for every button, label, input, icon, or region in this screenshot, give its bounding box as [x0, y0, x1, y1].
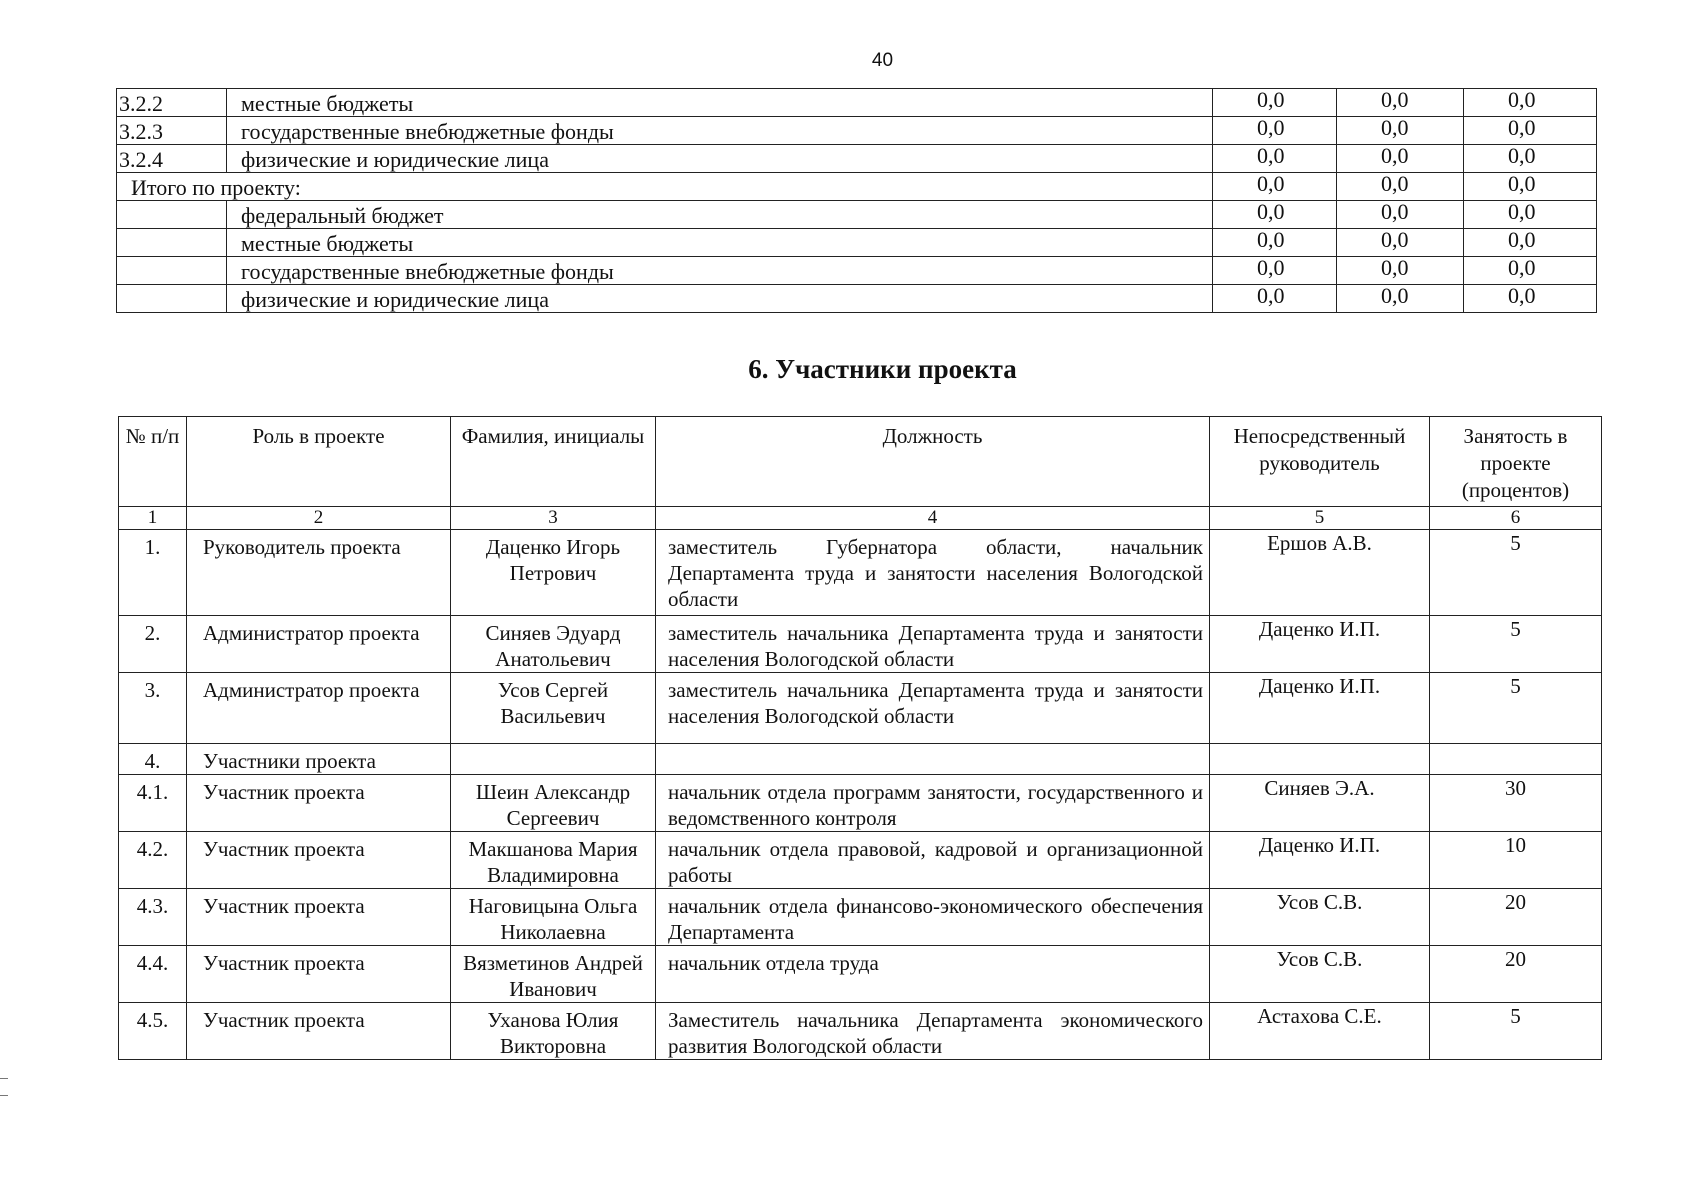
row-name: [451, 744, 656, 775]
row-name: Уханова Юлия Викторовна: [451, 1003, 656, 1060]
total-value: 0,0: [1337, 173, 1464, 201]
budget-value: 0,0: [1464, 201, 1597, 229]
budget-value: 0,0: [1464, 285, 1597, 313]
budget-name: местные бюджеты: [227, 229, 1213, 257]
table-row: [117, 257, 1597, 285]
budget-value: 0,0: [1464, 89, 1597, 117]
row-num: 1.: [119, 530, 187, 616]
budget-value: 0,0: [1464, 257, 1597, 285]
budget-value: 0,0: [1464, 229, 1597, 257]
row-position: начальник отдела труда: [656, 946, 1210, 1003]
row-role: Администратор проекта: [187, 673, 451, 744]
row-role: Участник проекта: [187, 946, 451, 1003]
table-row: [119, 832, 1602, 889]
row-employment: 10: [1430, 832, 1602, 889]
budget-name: государственные внебюджетные фонды: [227, 117, 1213, 145]
budget-value: 0,0: [1337, 89, 1464, 117]
table-row: [119, 530, 1602, 616]
row-position: начальник отдела программ занятости, государственного и ведомственного контроля: [656, 775, 1210, 832]
row-name: Даценко Игорь Петрович: [451, 530, 656, 616]
row-name: Синяев Эдуард Анатольевич: [451, 616, 656, 673]
row-employment: 5: [1430, 616, 1602, 673]
row-name: Наговицына Ольга Николаевна: [451, 889, 656, 946]
budget-table-body: [117, 89, 1597, 313]
budget-name: физические и юридические лица: [227, 145, 1213, 173]
table-row-total: [117, 173, 1597, 201]
row-role: Участник проекта: [187, 832, 451, 889]
row-employment: 30: [1430, 775, 1602, 832]
budget-value: 0,0: [1213, 201, 1337, 229]
row-name: Шеин Александр Сергеевич: [451, 775, 656, 832]
header-position: Должность: [656, 417, 1210, 507]
row-manager: [1210, 744, 1430, 775]
budget-value: 0,0: [1337, 145, 1464, 173]
row-name: Макшанова Мария Владимировна: [451, 832, 656, 889]
row-role: Участник проекта: [187, 1003, 451, 1060]
row-position: заместитель начальника Департамента труда и занятости населения Вологодской области: [656, 616, 1210, 673]
table-row: [119, 775, 1602, 832]
budget-code: 3.2.2: [117, 89, 227, 117]
row-role: Руководитель проекта: [187, 530, 451, 616]
header-manager: Непосредственный руководитель: [1210, 417, 1430, 507]
scan-edge-mark: [0, 1078, 8, 1096]
row-manager: Даценко И.П.: [1210, 673, 1430, 744]
table-row: [117, 285, 1597, 313]
row-num: 4.1.: [119, 775, 187, 832]
row-num: 3.: [119, 673, 187, 744]
empty-cell: [117, 257, 227, 285]
row-role: Участник проекта: [187, 889, 451, 946]
budget-value: 0,0: [1213, 117, 1337, 145]
empty-cell: [117, 229, 227, 257]
row-name: Вязметинов Андрей Иванович: [451, 946, 656, 1003]
budget-name: государственные внебюджетные фонды: [227, 257, 1213, 285]
row-manager: Даценко И.П.: [1210, 832, 1430, 889]
budget-code: 3.2.4: [117, 145, 227, 173]
total-label: Итого по проекту:: [117, 173, 1213, 201]
empty-cell: [117, 201, 227, 229]
row-position: заместитель Губернатора области, начальник Департамента труда и занятости населения Вологодской области: [656, 530, 1210, 616]
budget-value: 0,0: [1213, 257, 1337, 285]
table-row: [117, 145, 1597, 173]
budget-value: 0,0: [1213, 229, 1337, 257]
empty-cell: [117, 285, 227, 313]
budget-value: 0,0: [1337, 229, 1464, 257]
row-position: начальник отдела правовой, кадровой и организационной работы: [656, 832, 1210, 889]
table-row: [119, 889, 1602, 946]
row-manager: Синяев Э.А.: [1210, 775, 1430, 832]
row-employment: [1430, 744, 1602, 775]
header-employment: Занятость в проекте (процентов): [1430, 417, 1602, 507]
participants-body: [119, 530, 1602, 1060]
header-row: [119, 417, 1602, 507]
row-role: Администратор проекта: [187, 616, 451, 673]
budget-value: 0,0: [1213, 89, 1337, 117]
column-number: 1: [119, 507, 187, 530]
table-row: [117, 117, 1597, 145]
row-num: 4.: [119, 744, 187, 775]
section-title: 6. Участники проекта: [748, 354, 1017, 384]
row-num: 4.3.: [119, 889, 187, 946]
table-row: [117, 201, 1597, 229]
row-manager: Усов С.В.: [1210, 946, 1430, 1003]
budget-value: 0,0: [1213, 145, 1337, 173]
row-employment: 20: [1430, 889, 1602, 946]
column-number-row: [119, 507, 1602, 530]
budget-code: 3.2.3: [117, 117, 227, 145]
column-number: 4: [656, 507, 1210, 530]
row-num: 4.4.: [119, 946, 187, 1003]
table-row: [119, 1003, 1602, 1060]
total-value: 0,0: [1213, 173, 1337, 201]
row-num: 4.2.: [119, 832, 187, 889]
row-employment: 5: [1430, 530, 1602, 616]
table-row: [117, 89, 1597, 117]
header-num: № п/п: [119, 417, 187, 507]
table-row: [119, 616, 1602, 673]
column-number: 3: [451, 507, 656, 530]
row-role: Участники проекта: [187, 744, 451, 775]
row-manager: Астахова С.Е.: [1210, 1003, 1430, 1060]
budget-value: 0,0: [1337, 257, 1464, 285]
column-number: 6: [1430, 507, 1602, 530]
row-employment: 20: [1430, 946, 1602, 1003]
budget-value: 0,0: [1337, 201, 1464, 229]
budget-name: физические и юридические лица: [227, 285, 1213, 313]
table-row: [117, 229, 1597, 257]
participants-header: [119, 417, 1602, 530]
header-name: Фамилия, инициалы: [451, 417, 656, 507]
column-number: 2: [187, 507, 451, 530]
row-position: заместитель начальника Департамента труда и занятости населения Вологодской области: [656, 673, 1210, 744]
table-row: [119, 946, 1602, 1003]
row-manager: Усов С.В.: [1210, 889, 1430, 946]
total-value: 0,0: [1464, 173, 1597, 201]
row-role: Участник проекта: [187, 775, 451, 832]
row-name: Усов Сергей Васильевич: [451, 673, 656, 744]
row-employment: 5: [1430, 673, 1602, 744]
budget-value: 0,0: [1337, 117, 1464, 145]
row-position: [656, 744, 1210, 775]
row-employment: 5: [1430, 1003, 1602, 1060]
row-position: начальник отдела финансово-экономического обеспечения Департамента: [656, 889, 1210, 946]
budget-value: 0,0: [1464, 117, 1597, 145]
participants-table: [118, 416, 1602, 1060]
header-role: Роль в проекте: [187, 417, 451, 507]
table-row: [119, 744, 1602, 775]
budget-table: [116, 88, 1597, 313]
budget-name: федеральный бюджет: [227, 201, 1213, 229]
row-position: Заместитель начальника Департамента экономического развития Вологодской области: [656, 1003, 1210, 1060]
row-manager: Даценко И.П.: [1210, 616, 1430, 673]
row-num: 2.: [119, 616, 187, 673]
column-number: 5: [1210, 507, 1430, 530]
budget-name: местные бюджеты: [227, 89, 1213, 117]
row-manager: Ершов А.В.: [1210, 530, 1430, 616]
row-num: 4.5.: [119, 1003, 187, 1060]
budget-value: 0,0: [1337, 285, 1464, 313]
budget-value: 0,0: [1213, 285, 1337, 313]
table-row: [119, 673, 1602, 744]
page-number: 40: [871, 50, 894, 71]
budget-value: 0,0: [1464, 145, 1597, 173]
